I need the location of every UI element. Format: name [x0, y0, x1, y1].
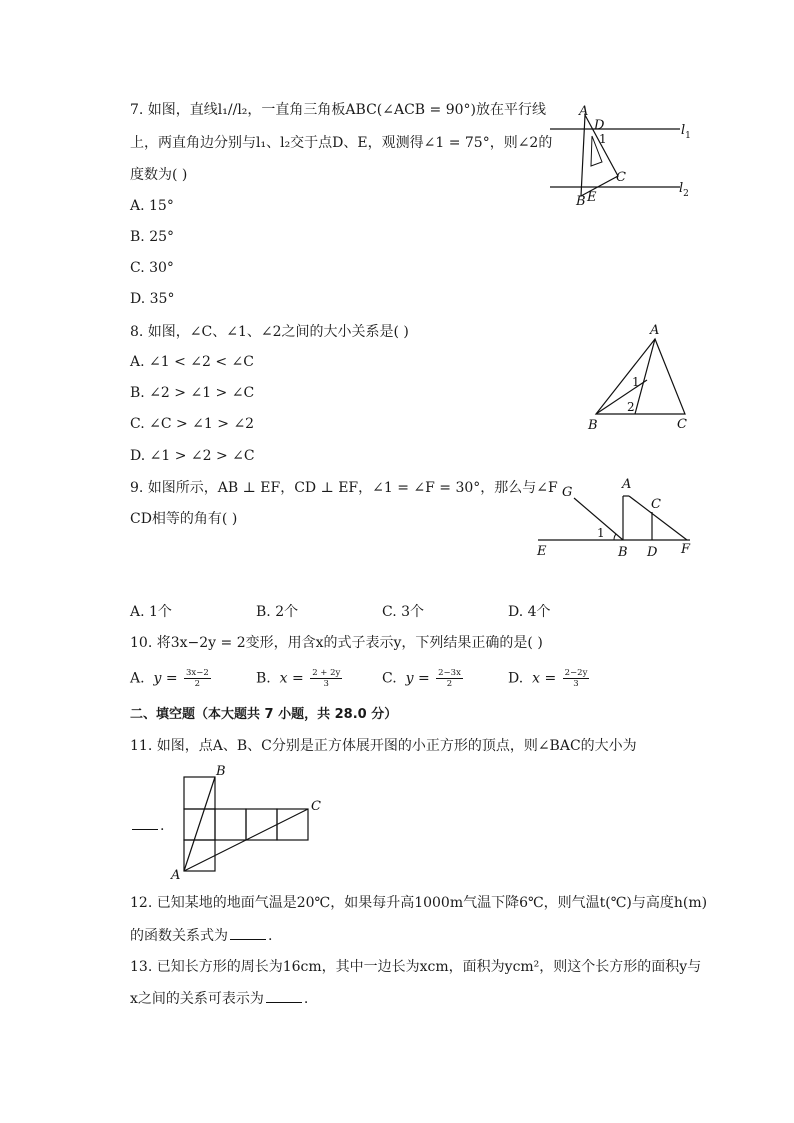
q9-option-d[interactable]: D. 4个 [508, 604, 551, 620]
q11-label-b: B [216, 764, 226, 779]
q13-stem-line2: x之间的关系可表示为 . [130, 988, 308, 1009]
q7-figure [545, 100, 705, 210]
q9-label-g: G [562, 485, 573, 500]
q13-answer-blank[interactable] [266, 988, 302, 1003]
q7-option-c[interactable]: C. 30° [130, 260, 174, 276]
q12-answer-blank[interactable] [230, 925, 266, 940]
q8-option-a[interactable]: A. ∠1 < ∠2 < ∠C [130, 354, 254, 370]
q9-label-b: B [618, 545, 628, 560]
q9-label-d: D [647, 545, 658, 560]
q13-stem-line1: 13. 已知长方形的周长为16cm，其中一边长为xcm，面积为ycm²，则这个长方形的面积y与 [130, 959, 702, 975]
q9-label-f: F [681, 542, 691, 557]
q11-answer: . [130, 815, 164, 836]
q7-option-b[interactable]: B. 25° [130, 229, 175, 245]
q10-option-a[interactable]: A. y = $\frac{3x-2}{2}$ [130, 668, 209, 689]
q9-option-a[interactable]: A. 1个 [130, 604, 172, 620]
q8-label-b: B [588, 418, 598, 433]
q7-label-c: C [616, 170, 626, 185]
q11-stem: 11. 如图，点A、B、C分别是正方体展开图的小正方形的顶点，则∠BAC的大小为 [130, 738, 637, 754]
q7-option-d[interactable]: D. 35° [130, 291, 175, 307]
q8-label-2: 2 [627, 400, 635, 414]
q9-label-c: C [651, 497, 661, 512]
q8-triangle [596, 339, 685, 414]
q9-figure [530, 474, 700, 566]
q8-option-d[interactable]: D. ∠1 > ∠2 > ∠C [130, 448, 255, 464]
q8-label-c: C [677, 417, 687, 432]
q8-figure [580, 318, 700, 436]
q7-label-l2: $l_2$ [679, 181, 689, 199]
q8-option-c[interactable]: C. ∠C > ∠1 > ∠2 [130, 416, 255, 432]
q10-option-c[interactable]: C. y = $\frac{2-3x}{2}$ [382, 668, 461, 689]
q9-option-b[interactable]: B. 2个 [256, 604, 299, 620]
q7-label-e: E [587, 190, 597, 205]
q10-option-d[interactable]: D. x = $\frac{2-2y}{3}$ [508, 668, 588, 689]
q9-stem-line1: 9. 如图所示，AB ⊥ EF，CD ⊥ EF，∠1 = ∠F = 30°，那么与∠F [130, 480, 558, 496]
q9-option-c[interactable]: C. 3个 [382, 604, 425, 620]
q11-answer-blank[interactable] [132, 815, 158, 830]
q7-label-b: B [576, 194, 586, 209]
section-2-title: 二、填空题（本大题共 7 小题，共 28.0 分） [130, 707, 398, 722]
q7-stem-line1: 7. 如图，直线l₁//l₂，一直角三角板ABC(∠ACB = 90°)放在平行线 [130, 102, 546, 118]
q7-label-d: D [594, 118, 605, 133]
q7-label-l1: $l_1$ [681, 123, 691, 141]
q10-option-b[interactable]: B. x = $\frac{2 + 2y}{3}$ [256, 668, 341, 689]
q7-label-a: A [579, 104, 589, 119]
q8-stem: 8. 如图，∠C、∠1、∠2之间的大小关系是( ) [130, 324, 409, 340]
q11-label-a: A [171, 868, 181, 882]
q7-stem-line3: 度数为( ) [130, 167, 188, 183]
q12-stem-line1: 12. 已知某地的地面气温是20℃，如果每升高1000m气温下降6℃，则气温t(℃)与高度h(m) [130, 895, 708, 911]
q8-option-b[interactable]: B. ∠2 > ∠1 > ∠C [130, 385, 255, 401]
q11-figure [165, 760, 335, 882]
q11-segment-ab [184, 777, 215, 871]
q9-label-e: E [537, 544, 547, 559]
q7-label-1: 1 [599, 132, 607, 146]
q7-stem-line2: 上，两直角边分别与l₁、l₂交于点D、E，观测得∠1 = 75°，则∠2的 [130, 135, 553, 151]
q8-label-a: A [650, 323, 660, 338]
q10-stem: 10. 将3x−2y = 2变形，用含x的式子表示y，下列结果正确的是( ) [130, 635, 543, 651]
q9-label-1: 1 [597, 526, 605, 540]
q9-label-a: A [622, 477, 632, 492]
q11-label-c: C [311, 799, 321, 814]
q9-stem-line2: CD相等的角有( ) [130, 511, 238, 527]
q12-stem-line2: 的函数关系式为 . [130, 925, 272, 946]
q7-option-a[interactable]: A. 15° [130, 198, 174, 214]
q8-label-1: 1 [632, 375, 640, 389]
